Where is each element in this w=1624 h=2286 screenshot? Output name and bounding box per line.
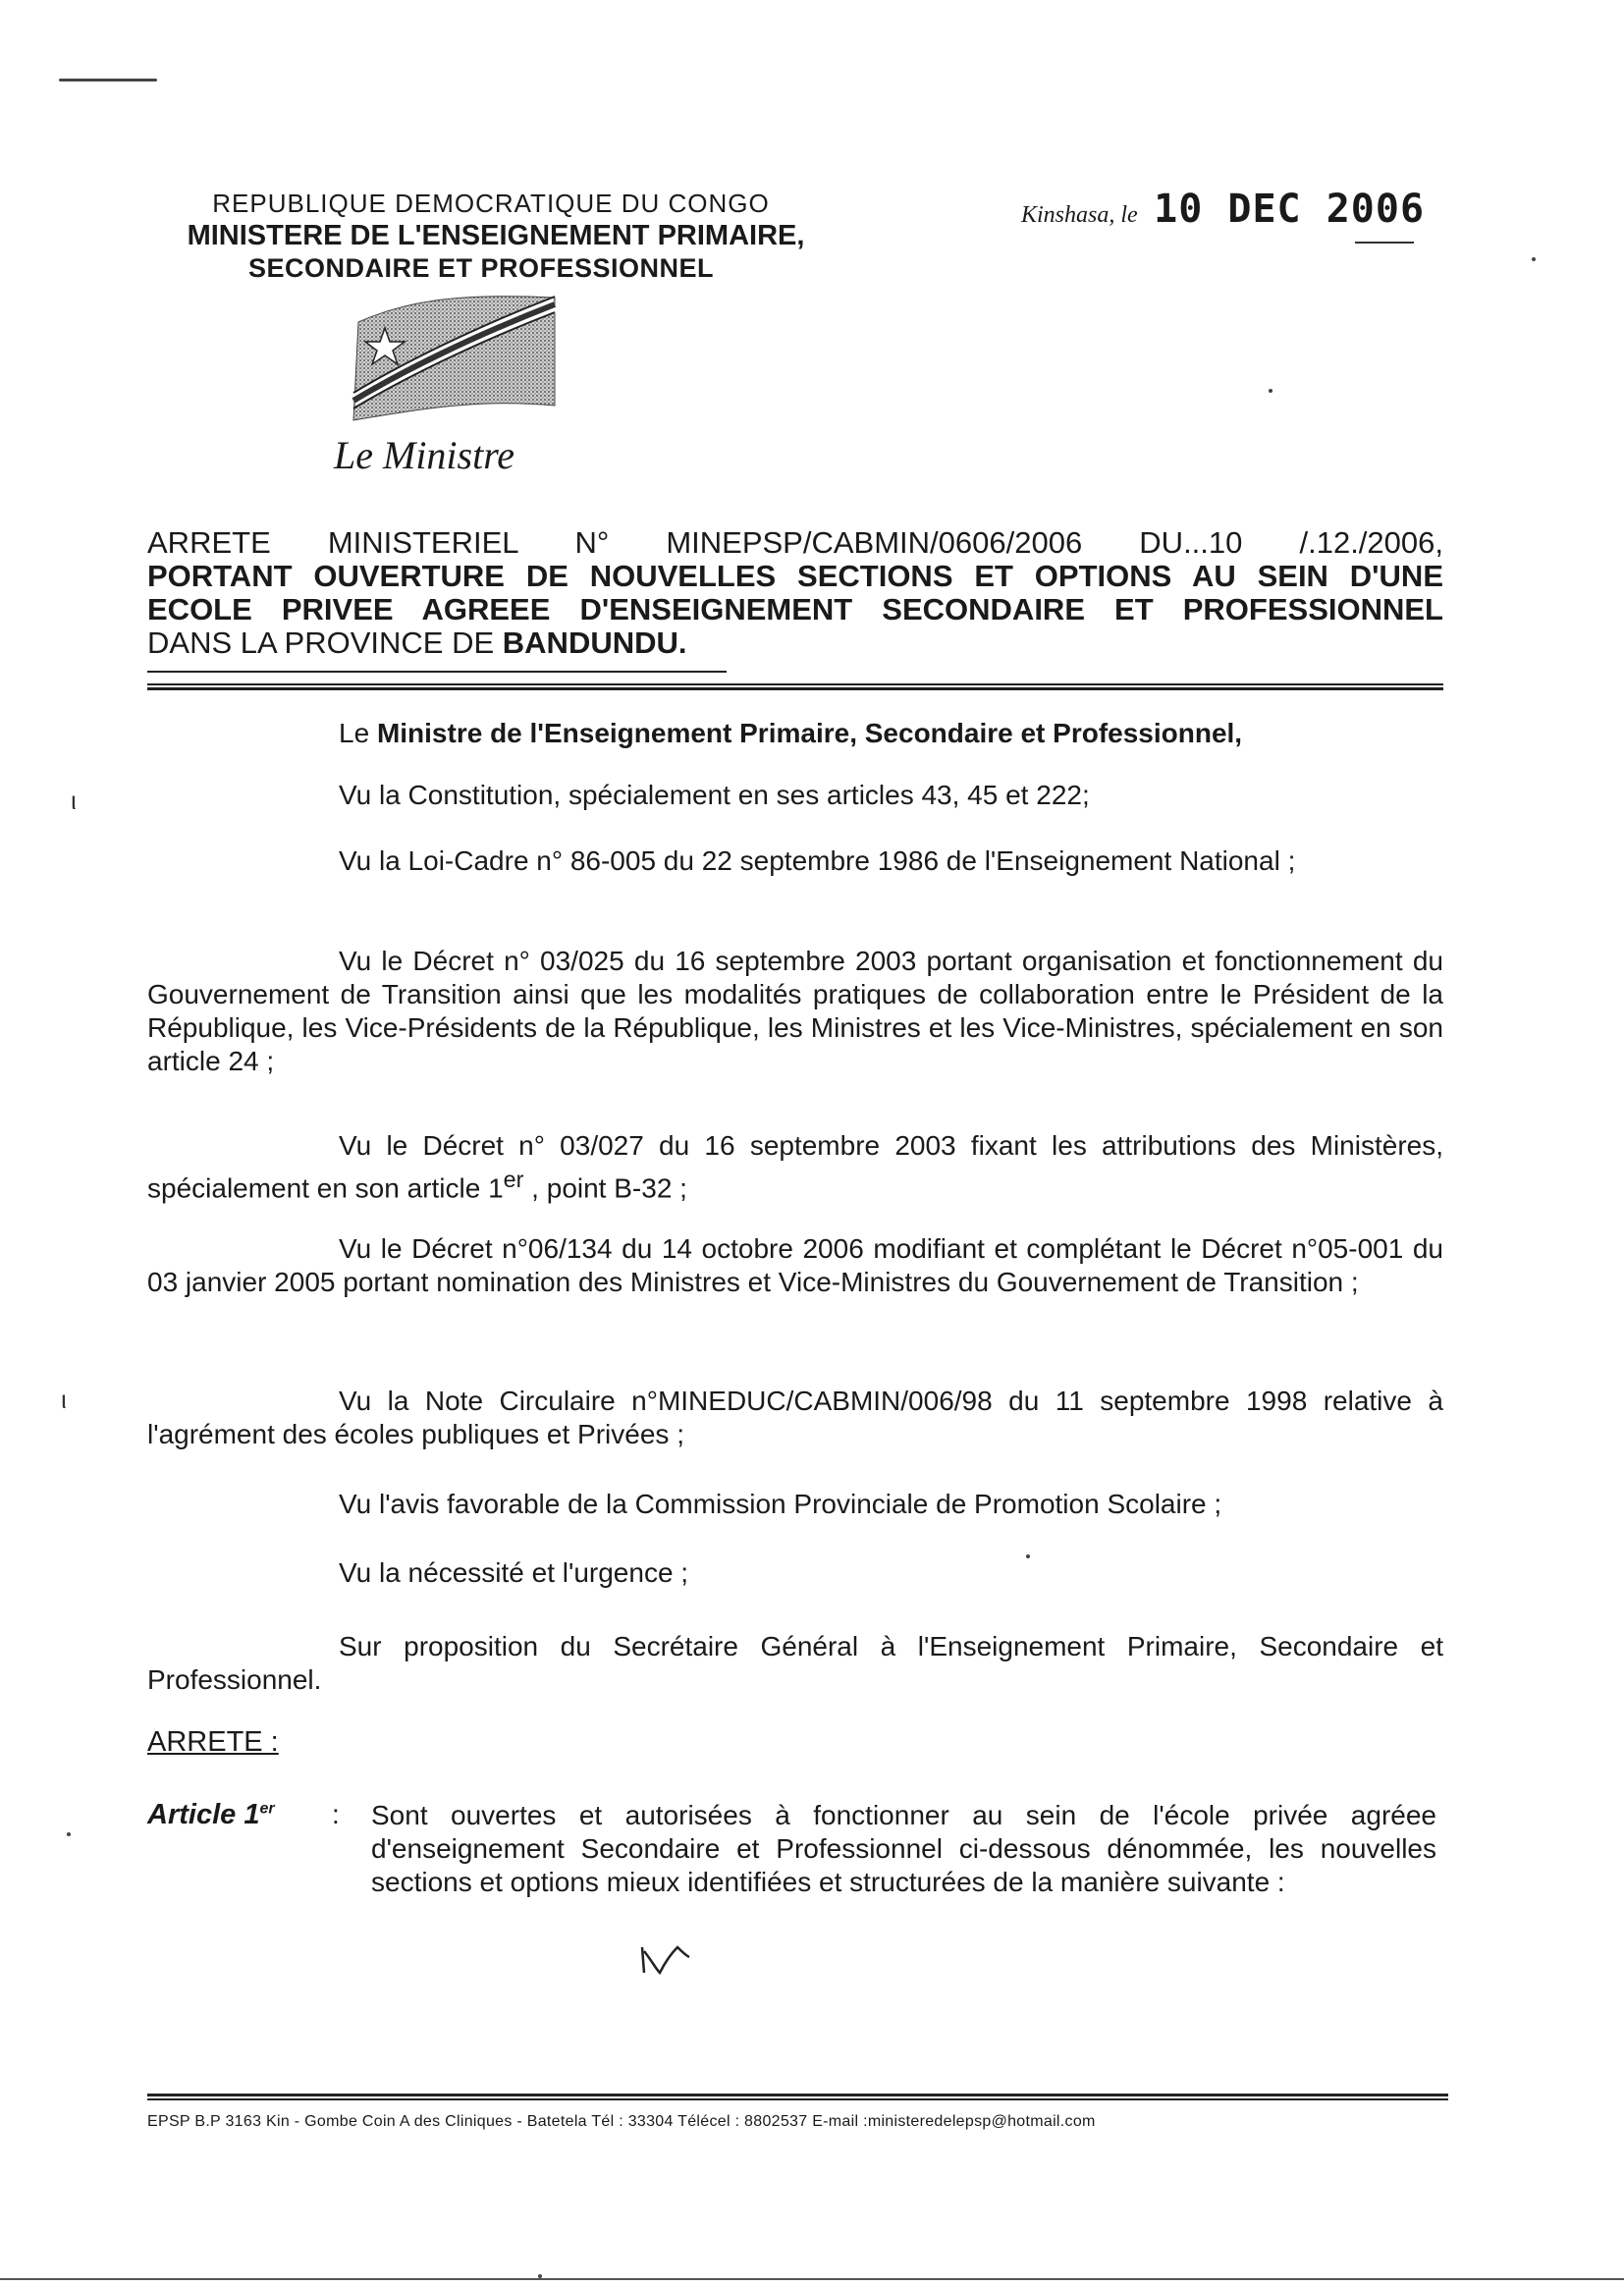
minister-signature-heading: Le Ministre: [334, 433, 515, 477]
preamble-item: Vu le Décret n° 03/025 du 16 septembre 2003 portant organisation et fonctionnement du Gouvernement de Transition ainsi que les modalités pratiques de collaboration entre le Président de la République, les Vice-Présidents de la République, les Ministres et les Vice-Ministres, spécialement en son article 24 ;: [147, 946, 1443, 1076]
place-date: [1021, 187, 1434, 232]
margin-mark: ι: [61, 1385, 67, 1414]
preamble-intro-prefix: Le: [339, 718, 377, 748]
decree-title-line1: ARRETE MINISTERIEL N° MINEPSP/CABMIN/0606/2006 DU...10 /.12./2006,: [147, 525, 1443, 560]
scan-speck: [1269, 389, 1272, 393]
flag-emblem-icon: [344, 293, 560, 425]
decree-title-line2: PORTANT OUVERTURE DE NOUVELLES SECTIONS ET OPTIONS AU SEIN D'UNE: [147, 559, 1443, 593]
preamble-intro-text: Ministre de l'Enseignement Primaire, Secondaire et Professionnel,: [376, 718, 1243, 748]
preamble-item: [147, 1129, 1443, 1205]
decree-title-line4: [147, 626, 1443, 660]
decree-title: [147, 526, 1443, 660]
preamble-item: Vu l'avis favorable de la Commission Provinciale de Promotion Scolaire ;: [339, 1489, 1222, 1519]
article-1-colon: :: [332, 1799, 340, 1829]
article-1-label-text: Article 1: [147, 1799, 260, 1830]
footer-address: EPSP B.P 3163 Kin - Gombe Coin A des Cliniques - Batetela Tél : 33304 Télécel : 8802537 E-mail :ministeredelepsp@hotmail.com: [147, 2113, 1096, 2130]
scan-speck: [59, 79, 157, 82]
initials-mark-icon: [638, 1939, 707, 1979]
scan-speck: [67, 1832, 71, 1836]
article-1-label-sup: er: [259, 1800, 275, 1818]
decree-title-line4-prefix: DANS LA PROVINCE DE: [147, 626, 503, 660]
ministry-heading-line1: MINISTERE DE L'ENSEIGNEMENT PRIMAIRE,: [187, 220, 805, 251]
ministry-heading-line2: SECONDAIRE ET PROFESSIONNEL: [247, 253, 715, 283]
preamble-item: Vu la Constitution, spécialement en ses articles 43, 45 et 222;: [339, 780, 1090, 810]
date-underline: [1355, 242, 1414, 244]
preamble-item: Vu le Décret n°06/134 du 14 octobre 2006 modifiant et complétant le Décret n°05-001 du 03 janvier 2005 portant nomination des Ministres et Vice-Ministres du Gouvernement de Transition ;: [147, 1233, 1443, 1297]
preamble-item: Vu la nécessité et l'urgence ;: [339, 1557, 689, 1588]
title-double-rule: [147, 683, 1443, 690]
scan-speck: [1532, 257, 1536, 261]
preamble-item: Vu la Loi-Cadre n° 86-005 du 22 septembre 1986 de l'Enseignement National ;: [339, 845, 1296, 876]
arrete-heading: ARRETE :: [147, 1726, 279, 1758]
article-1-text: Sont ouvertes et autorisées à fonctionner au sein de l'école privée agréee d'enseignement Secondaire et Professionnel ci-dessous dénommée, les nouvelles sections et options mieux identifiées et structurées de la manière suivante :: [371, 1800, 1436, 1897]
date-prefix: Kinshasa, le: [1021, 202, 1138, 228]
decree-title-line3: ECOLE PRIVEE AGREEE D'ENSEIGNEMENT SECONDAIRE ET PROFESSIONNEL: [147, 592, 1443, 626]
preamble-item: Sur proposition du Secrétaire Général à l'Enseignement Primaire, Secondaire et Professionnel.: [147, 1631, 1443, 1695]
republic-heading: REPUBLIQUE DEMOCRATIQUE DU CONGO: [212, 189, 770, 218]
article-1-label: [147, 1799, 275, 1831]
preamble-item-text: Vu le Décret n° 03/027 du 16 septembre 2003 fixant les attributions des Ministères, spécialement en son article 1: [147, 1130, 1443, 1204]
preamble-intro: [147, 717, 1624, 750]
title-underline: [147, 671, 727, 673]
margin-mark: ι: [71, 786, 77, 815]
scan-edge-rule: [0, 2278, 1624, 2280]
footer-double-rule: [147, 2094, 1448, 2100]
date-stamp: 10 DEC 2006: [1154, 187, 1426, 232]
preamble-item-sup: er: [503, 1167, 524, 1192]
scan-speck: [1026, 1554, 1030, 1558]
preamble-item-tail: , point B-32 ;: [523, 1172, 687, 1204]
preamble-item: Vu la Note Circulaire n°MINEDUC/CABMIN/006/98 du 11 septembre 1998 relative à l'agrément des écoles publiques et Privées ;: [147, 1386, 1443, 1449]
province-name: BANDUNDU.: [502, 626, 687, 660]
